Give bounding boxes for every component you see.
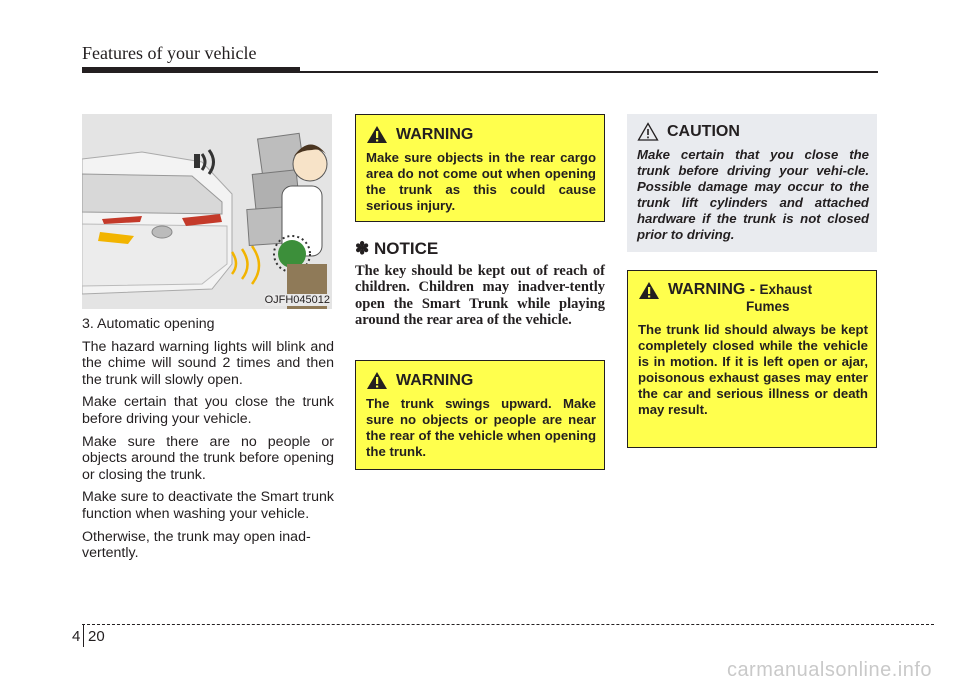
trunk-illustration: [82, 114, 332, 309]
notice-title: ✽ NOTICE: [355, 239, 439, 258]
section-heading: 3. Automatic opening: [82, 316, 215, 332]
warning-triangle-icon: [366, 125, 388, 144]
warning-box-trunk-swing: [355, 360, 605, 470]
warning-title: WARNING: [396, 371, 474, 389]
warning-triangle-icon: [366, 371, 388, 390]
notice-text: The key should be kept out of reach of children. Children may inadver-tently open the Smart Trunk while playing around the rear area of the vehicle.: [355, 263, 605, 329]
left-column-text: [82, 316, 334, 568]
car-and-person-illustration: [82, 114, 332, 309]
warning-text: The trunk swings upward. Make sure no objects or people are near the rear of the vehicle when opening the trunk.: [366, 396, 596, 459]
paragraph: Make certain that you close the trunk before driving your vehicle.: [82, 394, 334, 427]
warning-box-cargo: [355, 114, 605, 222]
page-header-title: Features of your vehicle: [82, 43, 257, 63]
caution-box: [627, 114, 877, 252]
warning-subtitle: Fumes: [746, 299, 790, 314]
chapter-number: 4: [72, 628, 81, 645]
page-number: 20: [88, 628, 105, 645]
figure-code: OJFH045012: [264, 294, 330, 306]
caution-triangle-icon: [637, 122, 659, 141]
paragraph: Make sure there are no people or objects around the trunk before opening or closing the trunk.: [82, 433, 334, 483]
paragraph: The hazard warning lights will blink and the chime will sound 2 times and then the trunk will slowly open.: [82, 338, 334, 388]
warning-title: WARNING -: [668, 281, 760, 298]
paragraph: Make sure to deactivate the Smart trunk function when washing your vehicle.: [82, 489, 334, 522]
footer-rule: [82, 624, 934, 625]
page-number-divider: [83, 625, 84, 647]
caution-title: CAUTION: [667, 122, 740, 140]
header-bar: [82, 67, 300, 73]
warning-text: Make sure objects in the rear cargo area do not come out when opening the trunk as this could cause serious injury.: [366, 150, 596, 213]
header-rule: [300, 71, 878, 73]
warning-title: WARNING: [396, 125, 474, 143]
caution-text: Make certain that you close the trunk before driving your vehi-cle. Possible damage may occur to the trunk lift cylinders and attached hardware if the trunk is not closed prior to driving.: [637, 147, 869, 242]
warning-box-exhaust: [627, 270, 877, 448]
watermark: carmanualsonline.info: [726, 659, 932, 681]
warning-text: The trunk lid should always be kept completely closed while the vehicle is in motion. If it is left open or ajar, poisonous exhaust gases may enter the car and serious illness or death may result.: [638, 322, 868, 417]
warning-triangle-icon: [638, 281, 660, 300]
paragraph: Otherwise, the trunk may open inad-vertently.: [82, 528, 311, 562]
warning-subtitle: Exhaust: [759, 282, 813, 297]
